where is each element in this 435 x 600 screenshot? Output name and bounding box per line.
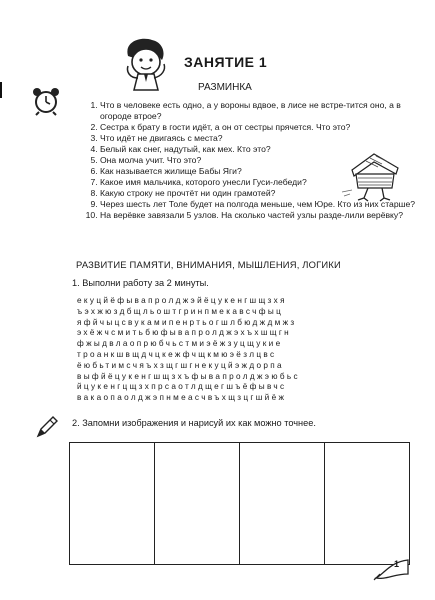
drawing-box[interactable]	[70, 443, 155, 564]
task-1-instruction: 1. Выполни работу за 2 минуты.	[72, 278, 209, 288]
letter-grid-row: екуцйёфывапролджэйёцукенгшщзхя	[77, 296, 287, 305]
lesson-title: ЗАНЯТИЕ 1	[184, 54, 268, 70]
letter-grid-row: фжыдвлаопрюбчьстмиэёжзуцщукие	[77, 339, 283, 349]
letter-grid-row: йцукенгцщзхпрсаотлдщегшъёфывчс	[77, 382, 287, 392]
riddle-item: 1. Что в человеке есть одно, а у вороны вдвое, в лисе не встре-тится оно, а в огороде втрое?	[100, 100, 430, 122]
letter-grid-row: ёюбьтимсчяъхзщгшгнекуцйэждорпа	[77, 360, 284, 370]
drawing-box[interactable]	[325, 443, 409, 564]
letter-grid	[77, 296, 413, 404]
letter-grid-row: вакаопаолджэпнмеасчвъхщзцгшйёж	[77, 393, 287, 403]
letter-grid-row: яфйчыцсвукамипенртьогшлбюдждмжз	[77, 317, 297, 327]
letter-grid-row: выфйёцукенгшщзхъфывапролджэюбьс	[77, 371, 300, 381]
riddle-item: 3. Что идёт не двигаясь с места?	[100, 133, 430, 144]
page-number: 1	[394, 559, 400, 569]
section-subtitle: РАЗМИНКА	[198, 82, 252, 93]
letter-grid-row: троанкшвщдчцкежфчщкмюэёзлцвс	[77, 349, 277, 359]
section-heading: РАЗВИТИЕ ПАМЯТИ, ВНИМАНИЯ, МЫШЛЕНИЯ, ЛОГИКИ	[76, 259, 341, 270]
pencil-icon	[34, 414, 60, 440]
letter-grid-row: эхёжчсмитьбюфывапролджэхъхшщгн	[77, 328, 292, 338]
drawing-boxes	[69, 442, 410, 565]
alarm-clock-icon	[30, 86, 62, 116]
riddle-item: 7. Какое имя мальчика, которого унесли Гуси-лебеди?	[100, 177, 430, 188]
riddle-item: 4. Белый как снег, надутый, как мех. Кто это?	[100, 144, 430, 155]
riddle-item: 8. Какую строку не прочтёт ни один грамотей?	[100, 188, 430, 199]
drawing-box[interactable]	[240, 443, 325, 564]
page-edge-mark	[0, 82, 2, 98]
riddle-item: 2. Сестра к брату в гости идёт, а он от сестры прячется. Что это?	[100, 122, 430, 133]
boy-mascot-illustration	[118, 34, 174, 92]
hut-illustration	[338, 150, 408, 202]
riddle-item: 10. На верёвке завязали 5 узлов. На сколько частей узлы разде-лили верёвку?	[100, 210, 430, 221]
task-2-instruction: 2. Запомни изображения и нарисуй их как можно точнее.	[72, 418, 316, 428]
page-number-flag-icon	[372, 554, 412, 582]
letter-grid-row: ъэхжюздбщльоштгринпмекавсчфыц	[77, 306, 284, 316]
riddle-item: 5. Она молча учит. Что это?	[100, 155, 430, 166]
riddle-item: 9. Через шесть лет Толе будет на полгода меньше, чем Юре. Кто из них старше?	[100, 199, 430, 210]
riddle-item: 6. Как называется жилище Бабы Яги?	[100, 166, 430, 177]
drawing-box[interactable]	[155, 443, 240, 564]
